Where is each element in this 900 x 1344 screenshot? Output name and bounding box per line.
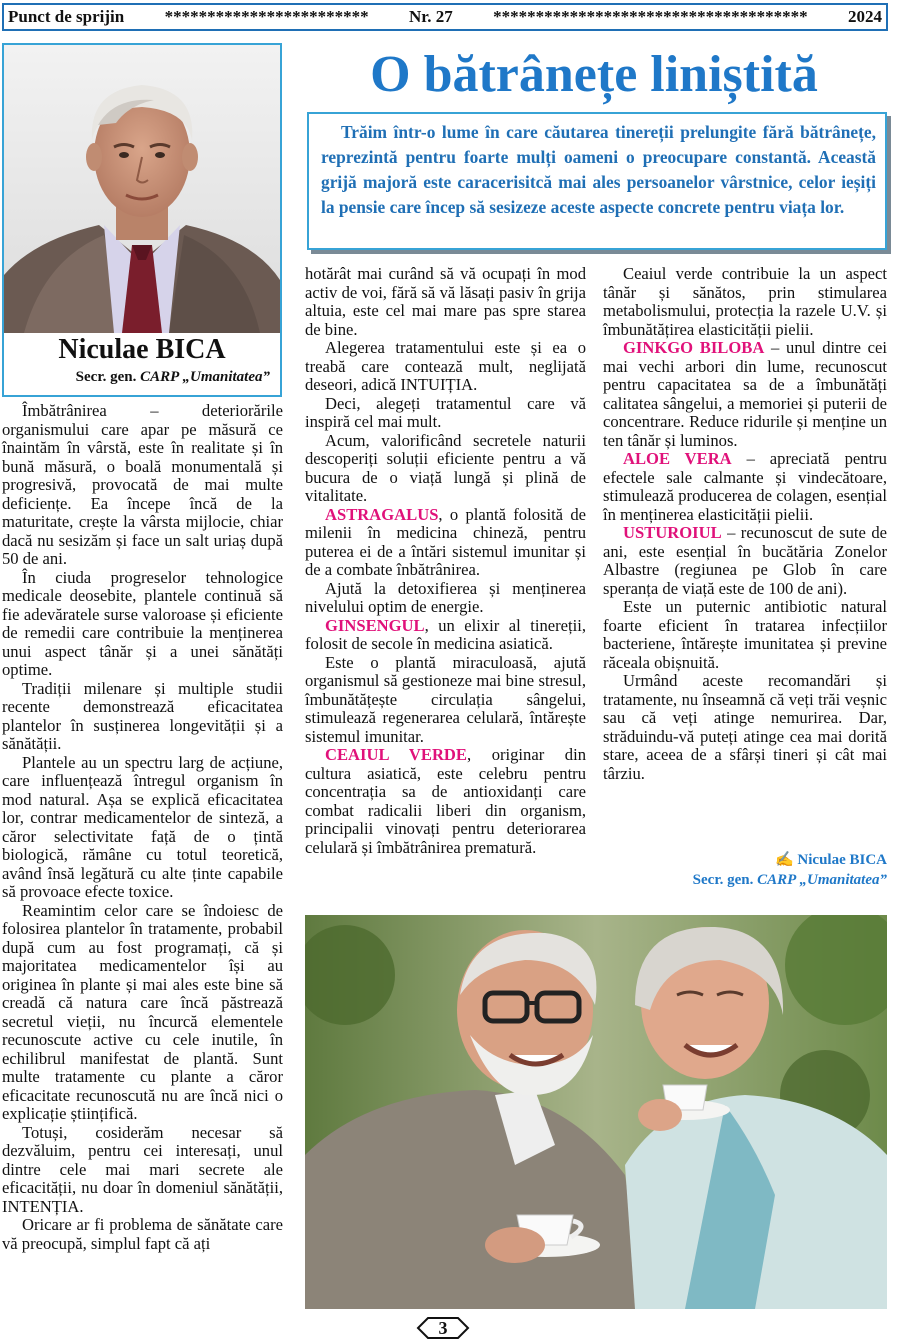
paragraph: Ajută la detoxifierea și menținerea nivelului optim de energie. <box>305 578 586 616</box>
header-stars-left: ************************ <box>164 7 369 26</box>
paragraph: Este un puternic antibiotic natural foarte eficient în tratarea infecțiilor bacteriene, întărește imunitatea și previne răceala obișnuită. <box>603 597 887 672</box>
paragraph-ginkgo <box>603 339 887 450</box>
page-header <box>2 3 888 31</box>
astragalus-text: , o plantă folosită de milenii în medicina chineză, pentru puterea ei de a întări sistemul imunitar și de a combate înbătrânirea. <box>305 504 586 579</box>
paragraph: Deci, alegeți tratamentul care vă inspiră cel mai mult. <box>305 393 586 431</box>
author-portrait <box>4 45 280 333</box>
article-column-2 <box>305 265 586 857</box>
keyword-ginseng: GINSENGUL <box>325 615 425 635</box>
page-number: 3 <box>438 1318 448 1338</box>
keyword-usturoiul: USTUROIUL <box>623 523 722 542</box>
paragraph: Tradiții milenare și multiple studii recente demonstrează eficacitatea plantelor în susținerea longevității și a sănătății. <box>2 678 283 753</box>
paragraph: Ceaiul verde contribuie la un aspect tânăr și sănătos, prin stimularea metabolismului, protecția la razele U.V. și îmbunătățirea elasticității pielii. <box>603 264 887 339</box>
paragraph: Îmbătrânirea – deteriorările organismului care apar pe măsură ce înaintăm în vârstă, este în realitate și în bună măsură, o boală monumentală și progresivă, provocată de mai multe deficiențe. Ea începe încă de la maturitate, crește la vârsta mijlocie, chiar dacă nu sesizăm și face un salt uriaș după 50 de ani. <box>2 401 283 568</box>
paragraph: În ciuda progreselor tehnologice medicale deosebite, plantele continuă să fie adevăratele surse valoroase și eficiente de remedii care contribuie la menținerea unui aspect tânăr și a unei sănătăți optime. <box>2 567 283 679</box>
paragraph: Este o plantă miraculoasă, ajută organismul să gestioneze mai bine stresul, îmbunătățește circulația sângelui, stimulează regenerarea celulară, întărește sistemul imunitar. <box>305 652 586 746</box>
paragraph: Acum, valorificând secretele naturii descoperiți soluții eficiente pentru a vă bucura de o viață lungă și plină de vitalitate. <box>305 430 586 505</box>
author-photo-box <box>2 43 282 397</box>
ginseng-text: , un elixir al tinereții, folosit de secole în medicina asiatică. <box>305 615 586 653</box>
author-role-prefix: Secr. gen. <box>75 369 137 385</box>
header-year: 2024 <box>847 7 882 26</box>
signature-role-prefix: Secr. gen. <box>692 872 754 888</box>
paragraph: Oricare ar fi problema de sănătate care vă preocupă, simplul fapt că ați <box>2 1215 283 1253</box>
paragraph-usturoi <box>603 524 887 598</box>
article-column-3 <box>603 265 887 783</box>
elderly-couple-photo <box>305 915 887 1309</box>
header-issue: Nr. 27 <box>408 7 453 26</box>
article-column-1 <box>2 402 283 1253</box>
article-lead: Trăim într-o lume în care căutarea tinereții prelungite fără bătrânețe, reprezintă pentru foarte mulți oameni o preocupare constantă. Această grijă majoră este caracerisitcă mai ales persoanelor vârstnice, celor ieșiți la pensie care încep să sesizeze aceste aspecte concrete pentru viața lor. <box>307 112 887 250</box>
paragraph: hotărât mai curând să vă ocupați în mod activ de voi, fără să vă lăsați pasiv în grija altuia, este cel mai mare pas spre starea de bine. <box>305 264 586 339</box>
paragraph: Alegerea tratamentului este și ea o treabă care contează mult, neglijată deseori, adică INTUIȚIA. <box>305 338 586 394</box>
paragraph: Plantele au un spectru larg de acțiune, care influențează întregul organism în mod natural. Așa se explică eficacitatea lor, contrar medicamentelor de sinteză, a căror selectivitate față de o țintă biologică, rămâne cu totul teoretică, având însă legătură cu alte ținte capabile să provoace efecte toxice. <box>2 752 283 901</box>
author-name: Niculae BICA <box>58 334 226 365</box>
author-role <box>4 367 270 387</box>
paragraph: Urmând aceste recomandări și tratamente, nu înseamnă că veți trăi veșnic sau că veți atinge nemurirea. Dar, străduindu-vă puteți atinge cea mai dorită stare, aceea de a sfârși tineri și cât mai târziu. <box>603 671 887 783</box>
keyword-ginkgo-biloba: GINKGO BILOBA <box>623 338 765 357</box>
keyword-aloe-vera: ALOE VERA <box>623 449 732 468</box>
ginkgo-text: – unul dintre cei mai vechi arbori din lume, recunoscut pentru capacitatea sa de a îmbunătăți calitatea sângelui, a memoriei și puterii de concentrare. Reduce ridurile și menține un ten tânăr și luminos. <box>603 338 887 450</box>
article-title: O bătrânețe liniștită <box>370 46 818 103</box>
signature-role <box>603 870 887 890</box>
author-role-org: CARP „Umanitatea” <box>140 369 270 385</box>
paragraph-astragalus <box>305 506 586 580</box>
paragraph-ceai <box>305 746 586 857</box>
usturoi-text: – recunoscut de sute de ani, este esențial în bucătăria Zonelor Albastre (regiunea pe Glob în care speranța de viață este de 100 de ani). <box>603 523 887 598</box>
keyword-ceaiul-verde: CEAIUL VERDE <box>325 745 467 764</box>
signature-role-org: CARP „Umanitatea” <box>757 872 887 888</box>
header-section: Punct de sprijin <box>8 7 125 26</box>
aloe-text: – apreciată pentru efectele sale calmante și vindecătoare, stimulează producerea de colagen, esențial în menținerea elasticității pielii. <box>603 449 887 524</box>
paragraph-ginseng <box>305 617 586 654</box>
article-signature <box>603 850 887 890</box>
paragraph: Reamintim celor care se îndoiesc de folosirea plantelor în tratamente, probabil după cum au fost programați, că și majoritatea medicamentelor își au originea în plante și mai ales este bine să creadă că natura care încă păstrează secretul vieții, nu încurcă elementele recunoscute active cu cele inutile, în echilibrul manifestat de plantă. Sunt multe tratamente cu plante a căror eficacitate recunoscută nu are încă nici o explicație științifică. <box>2 900 283 1123</box>
keyword-astragalus: ASTRAGALUS <box>325 504 439 524</box>
signature-line <box>603 850 887 870</box>
header-stars-right: ************************************* <box>493 7 808 26</box>
signature-name: Niculae BICA <box>797 852 887 868</box>
paragraph-aloe <box>603 450 887 524</box>
ceai-text: , originar din cultura asiatică, este celebru pentru concentrația sa de antioxidanți care combat radicalii liberi din organism, principalii vinovați pentru deteriorarea celulară și îmbătrânirea prematură. <box>305 745 586 857</box>
paragraph: Totuși, cosiderăm necesar să dezvăluim, pentru cei interesați, unul dintre cele mai mari secrete ale eficacității, nu doar în domeniul sănătății, INTENȚIA. <box>2 1122 283 1216</box>
pen-writing-icon: ✍ <box>774 852 794 868</box>
